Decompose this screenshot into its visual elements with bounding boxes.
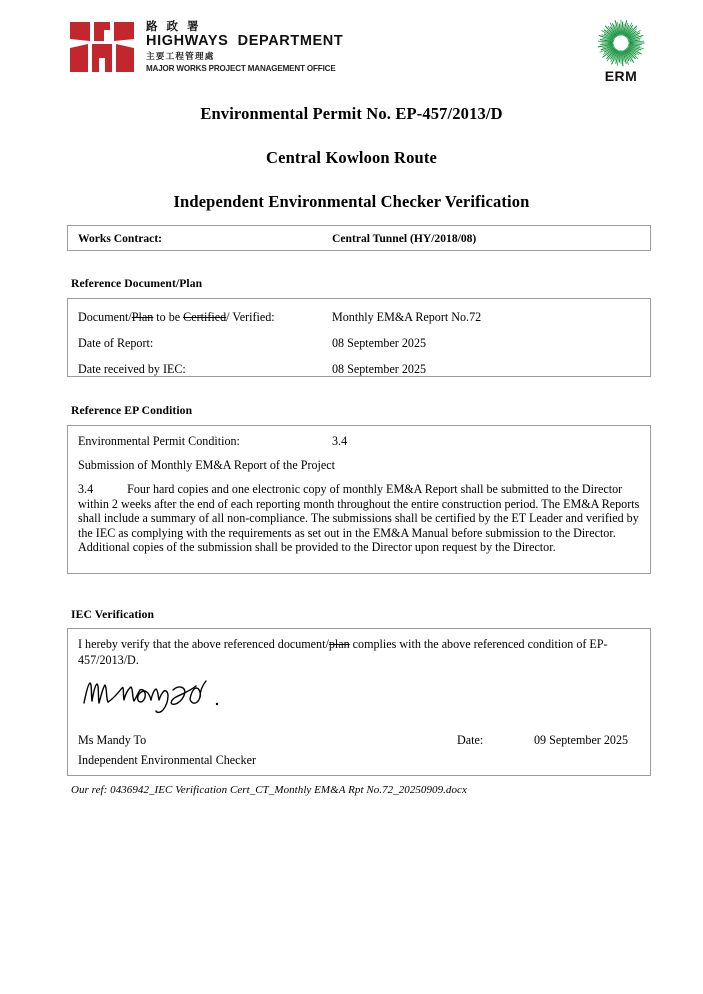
signer-name: Ms Mandy To bbox=[78, 733, 147, 747]
works-contract-value: Central Tunnel (HY/2018/08) bbox=[332, 232, 477, 245]
works-contract-box bbox=[67, 225, 651, 251]
highways-department-branding bbox=[68, 18, 343, 74]
signature-date-value: 09 September 2025 bbox=[534, 733, 629, 747]
works-contract-label: Works Contract: bbox=[78, 232, 163, 245]
reference-ep-condition-box bbox=[67, 425, 651, 574]
iec-verification-statement: I hereby verify that the above referenced document/plan complies with the above referenced condition of EP-457/2013/D. bbox=[78, 637, 608, 667]
document-to-be-verified-value: Monthly EM&A Report No.72 bbox=[332, 310, 482, 324]
date-received-by-iec-row bbox=[68, 355, 650, 381]
ep-condition-clause-text: Four hard copies and one electronic copy of monthly EM&A Report shall be submitted to the Director within 2 weeks after the end of each reporting month throughout the entire construction period. The EM&A Reports shall include a summary of all non-compliance. The submissions shall be certified by the ET Leader and verified by the IEC as complying with the requirements as set out in the EM&A Manual before submission to the Director. Additional copies of the submission shall be provided to the Director upon request by the Director. bbox=[78, 482, 640, 555]
iec-verification-box bbox=[67, 628, 651, 776]
ep-condition-label: Environmental Permit Condition: bbox=[78, 434, 240, 448]
reference-ep-condition-heading: Reference EP Condition bbox=[71, 404, 193, 417]
permit-number-title: Environmental Permit No. EP-457/2013/D bbox=[200, 104, 503, 123]
hyd-chinese-name: 路 政 署 bbox=[146, 19, 202, 33]
document-to-be-verified-row bbox=[68, 303, 650, 329]
date-of-report-row bbox=[68, 329, 650, 355]
erm-wordmark: ERM bbox=[604, 68, 638, 84]
document-header bbox=[68, 18, 665, 84]
date-of-report-label: Date of Report: bbox=[78, 336, 154, 350]
document-to-be-verified-label: Document/Plan to be Certified/ Verified: bbox=[78, 310, 275, 324]
ep-condition-clause-number: 3.4 bbox=[78, 482, 94, 496]
ep-condition-row bbox=[68, 426, 650, 450]
date-received-by-iec-label: Date received by IEC: bbox=[78, 362, 186, 376]
hyd-english-office: MAJOR WORKS PROJECT MANAGEMENT OFFICE bbox=[146, 63, 336, 73]
erm-radial-burst-logo bbox=[590, 18, 652, 68]
iec-verification-heading: IEC Verification bbox=[71, 608, 155, 621]
footer-reference: Our ref: 0436942_IEC Verification Cert_CT_Monthly EM&A Rpt No.72_20250909.docx bbox=[71, 784, 467, 796]
project-name-title: Central Kowloon Route bbox=[266, 148, 437, 167]
ep-condition-value: 3.4 bbox=[332, 434, 348, 448]
document-titles bbox=[0, 104, 703, 212]
highways-department-text bbox=[146, 18, 343, 73]
hyd-chinese-office: 主要工程管理處 bbox=[146, 52, 215, 62]
reference-document-heading: Reference Document/Plan bbox=[71, 277, 203, 290]
signature-date-label: Date: bbox=[457, 733, 484, 747]
hyd-english-name: HIGHWAYS DEPARTMENT bbox=[146, 33, 344, 49]
ep-condition-subtitle: Submission of Monthly EM&A Report of the Project bbox=[78, 458, 335, 472]
date-of-report-value: 08 September 2025 bbox=[332, 336, 427, 350]
reference-document-box bbox=[67, 298, 651, 377]
verification-type-title: Independent Environmental Checker Verification bbox=[173, 192, 530, 211]
handwritten-signature-mandy-to bbox=[80, 673, 280, 717]
date-received-by-iec-value: 08 September 2025 bbox=[332, 362, 427, 376]
signer-role: Independent Environmental Checker bbox=[78, 753, 256, 767]
ep-condition-clause-paragraph bbox=[78, 482, 641, 555]
highways-department-arch-logo bbox=[68, 18, 136, 74]
erm-branding bbox=[590, 18, 652, 84]
works-contract-row bbox=[68, 226, 650, 250]
